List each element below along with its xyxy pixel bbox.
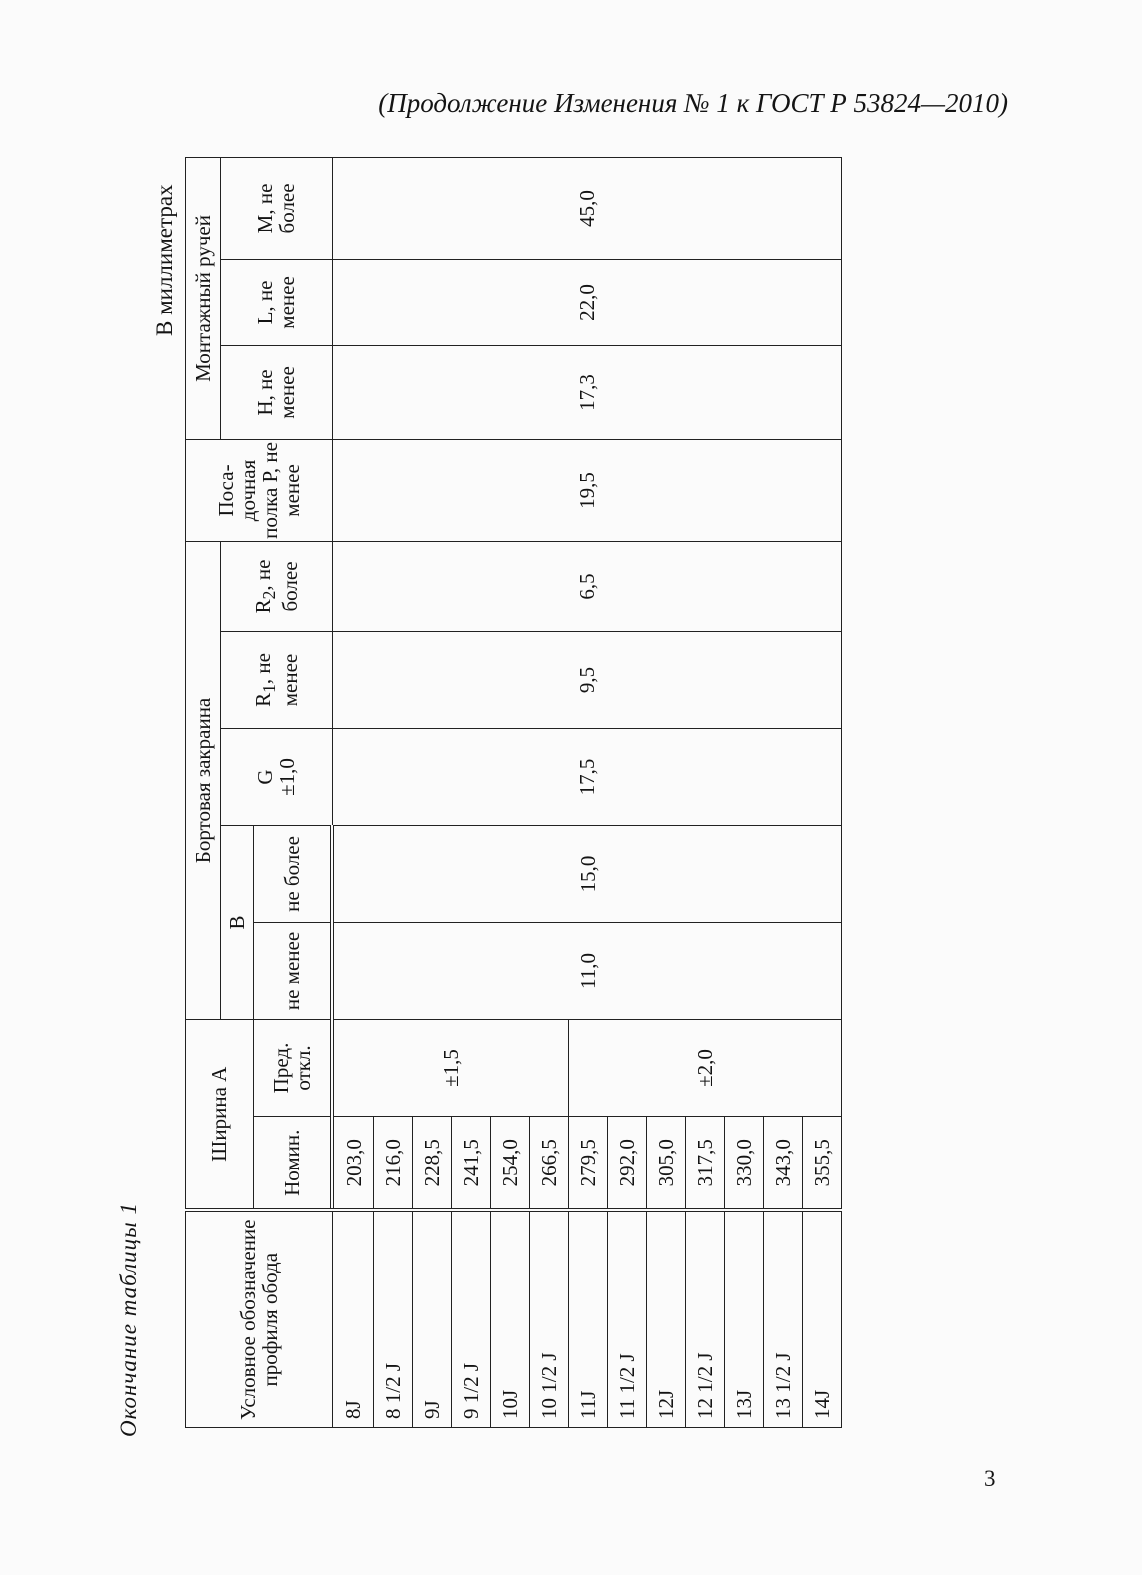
page-number: 3 — [984, 1466, 996, 1491]
width-group-header: Ширина А — [186, 1019, 254, 1210]
designation-cell: 9 1/2 J — [451, 1211, 490, 1428]
designation-cell: 12 1/2 J — [685, 1211, 724, 1428]
seat-header: Поса-дочная полка P, не менее — [186, 439, 333, 541]
nominal-cell: 317,5 — [685, 1117, 724, 1211]
b-min-header: не менее — [253, 922, 332, 1019]
h-cell: 17,3 — [332, 345, 841, 439]
r2-header-subscript: 2 — [259, 590, 280, 600]
document-header: (Продолжение Изменения № 1 к ГОСТ Р 53824—2010) — [378, 88, 1008, 118]
nominal-cell: 203,0 — [332, 1117, 373, 1211]
seat-cell: 19,5 — [332, 439, 841, 541]
designation-cell: 8 1/2 J — [373, 1211, 412, 1428]
designation-cell: 9J — [412, 1211, 451, 1428]
designation-cell: 14J — [802, 1211, 841, 1428]
nominal-cell: 216,0 — [373, 1117, 412, 1211]
tolerance-header: Пред. откл. — [253, 1019, 332, 1116]
r1-header — [220, 631, 332, 728]
l-cell: 22,0 — [332, 259, 841, 345]
r1-header-subscript: 1 — [259, 684, 280, 693]
nominal-cell: 355,5 — [802, 1117, 841, 1211]
designation-cell: 11J — [568, 1211, 607, 1428]
m-header: M, не более — [220, 157, 332, 259]
g-header-symbol: G — [253, 769, 278, 785]
designation-cell: 13J — [724, 1211, 763, 1428]
r2-header — [220, 541, 332, 631]
g-header-tolerance: ±1,0 — [275, 758, 300, 796]
r1-header-symbol: R — [251, 692, 276, 707]
nominal-cell: 330,0 — [724, 1117, 763, 1211]
well-group-header: Монтажный ручей — [186, 157, 221, 439]
b-min-cell: 11,0 — [332, 922, 841, 1019]
nominal-cell: 241,5 — [451, 1117, 490, 1211]
designation-cell: 11 1/2 J — [607, 1211, 646, 1428]
r2-cell: 6,5 — [332, 541, 841, 631]
nominal-cell: 254,0 — [490, 1117, 529, 1211]
units-note: В миллиметрах — [152, 184, 177, 336]
r2-header-symbol: R — [251, 599, 276, 614]
m-cell: 45,0 — [332, 157, 841, 259]
g-cell: 17,5 — [332, 728, 841, 825]
g-header — [220, 728, 332, 825]
table-caption: Окончание таблицы 1 — [116, 1202, 141, 1437]
flange-group-header: Бортовая закраина — [186, 541, 221, 1019]
r1-header-text: , не менее — [251, 653, 302, 707]
tolerance-cell-1: ±1,5 — [332, 1019, 568, 1116]
h-header: H, не менее — [220, 345, 332, 439]
b-subheader: B — [220, 825, 253, 1019]
designation-header: Условное обозначение профиля обода — [186, 1211, 333, 1428]
designation-cell: 10 1/2 J — [529, 1211, 568, 1428]
b-max-header: не более — [253, 825, 332, 922]
nominal-cell: 279,5 — [568, 1117, 607, 1211]
designation-cell: 13 1/2 J — [763, 1211, 802, 1428]
designation-cell: 12J — [646, 1211, 685, 1428]
rim-profile-table — [185, 157, 842, 1428]
b-max-cell: 15,0 — [332, 825, 841, 922]
designation-cell: 8J — [332, 1211, 373, 1428]
nominal-cell: 228,5 — [412, 1117, 451, 1211]
nominal-header: Номин. — [253, 1117, 332, 1211]
nominal-cell: 305,0 — [646, 1117, 685, 1211]
designation-cell: 10J — [490, 1211, 529, 1428]
r2-header-text: , не более — [251, 559, 302, 612]
nominal-cell: 292,0 — [607, 1117, 646, 1211]
nominal-cell: 343,0 — [763, 1117, 802, 1211]
nominal-cell: 266,5 — [529, 1117, 568, 1211]
l-header: L, не менее — [220, 259, 332, 345]
tolerance-cell-2: ±2,0 — [568, 1019, 841, 1116]
r1-cell: 9,5 — [332, 631, 841, 728]
rim-profile-table-wrapper — [185, 158, 842, 1428]
